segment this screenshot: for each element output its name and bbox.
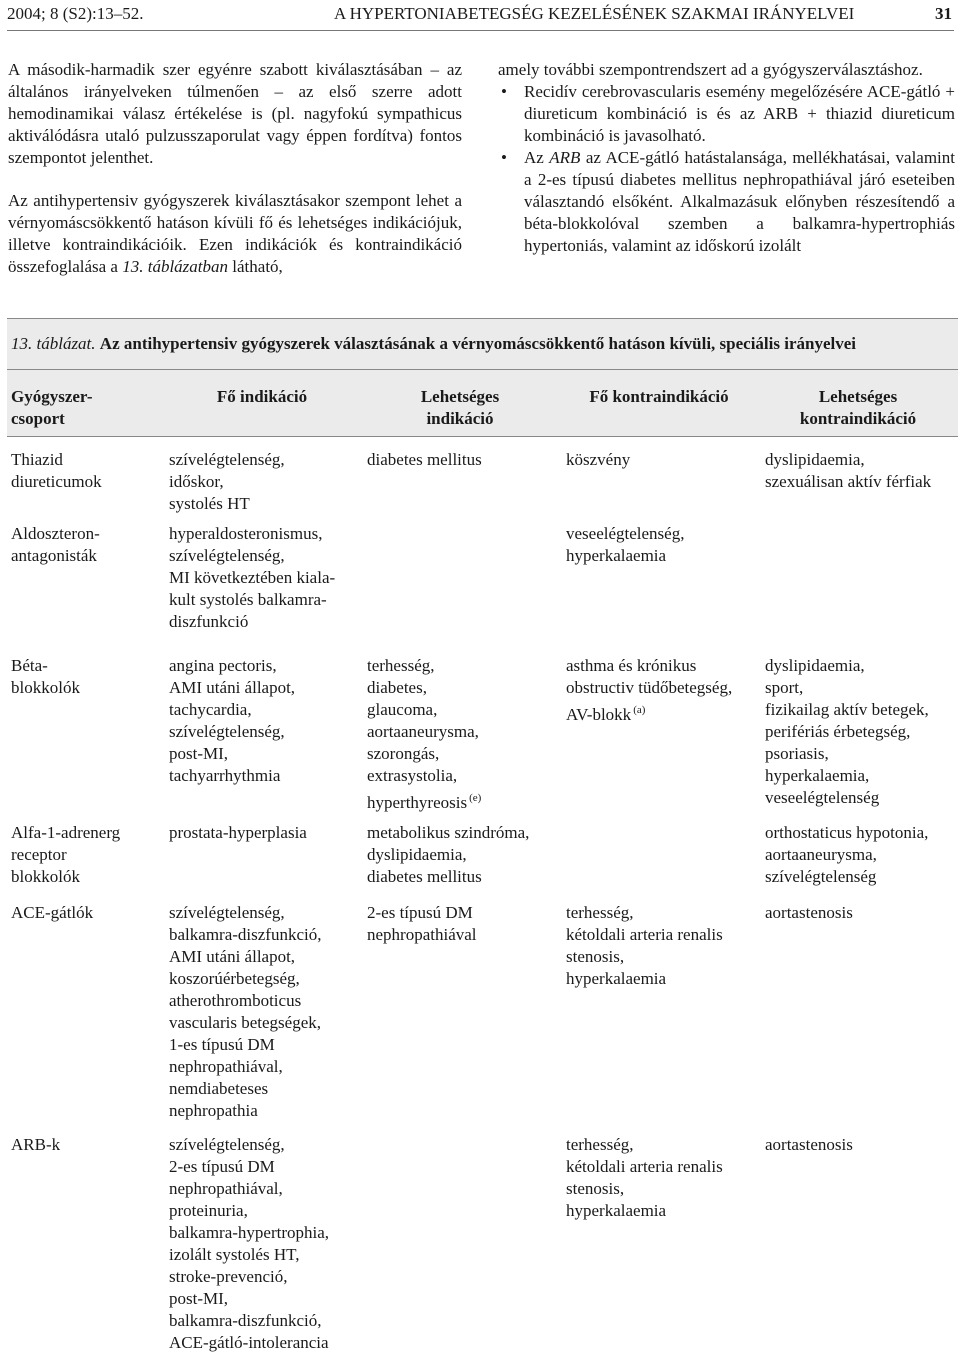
table-row bbox=[7, 655, 958, 822]
left-text-column bbox=[8, 59, 462, 278]
header-possible-indication: Lehetséges indikáció bbox=[420, 387, 500, 428]
bullet-icon: • bbox=[501, 82, 507, 101]
cell-possible-contraindication: dyslipidaemia, szexuálisan aktív férfiak bbox=[765, 450, 932, 491]
cell-possible-indication bbox=[367, 655, 563, 814]
cell-main-indication: szívelégtelenség, 2-es típusú DM nephropathiával, proteinuria, balkamra-hypertrophia, izolált systolés HT, stroke-prevenció, post-MI, balkamra-diszfunkció, ACE-gátló-intolerancia bbox=[169, 1135, 330, 1352]
recommendation-list bbox=[498, 81, 955, 257]
possible-indication-text: terhesség, diabetes, glaucoma, aortaaneurysma, szorongás, extrasystolia, hyperthyreosis bbox=[367, 656, 479, 812]
running-title: A HYPERTONIABETEGSÉG KEZELÉSÉNEK SZAKMAI IRÁNYELVEI bbox=[334, 4, 855, 23]
table-body bbox=[7, 437, 958, 1358]
paragraph-indications-text: Az antihypertensiv gyógyszerek kiválasztásakor szempont lehet a vérnyomáscsökkentő hatáson kívüli fő és lehetséges indikációjuk, illetve kontraindikációik. Ezen indikációk és kontraindikáció összefoglalása a bbox=[8, 191, 462, 276]
cell-drug-group: ACE-gátlók bbox=[11, 903, 94, 922]
arb-term: ARB bbox=[549, 148, 581, 167]
right-text-column bbox=[498, 59, 955, 257]
cell-possible-contraindication: aortastenosis bbox=[765, 903, 853, 922]
list-item-text-end: az ACE-gátló hatástalansága, mellékhatásai, valamint a 2-es típusú diabetes mellitus nephropathiával járó eseteiben választandó elsőként. Alkalmazásuk előnyben részesítendő a béta-blokkolóval szemben a balkamra-hypertrophiás hypertoniás, valamint az időskorú izolált bbox=[524, 148, 956, 255]
cell-main-contraindication: veseelégtelenség, hyperkalaemia bbox=[566, 524, 685, 565]
header-main-indication: Fő indikáció bbox=[216, 387, 308, 406]
table-row bbox=[7, 1134, 958, 1358]
main-contraindication-text: asthma és krónikus obstructiv tüdőbetegség, AV-blokk bbox=[566, 656, 733, 724]
table-row bbox=[7, 822, 958, 902]
cell-main-indication: angina pectoris, AMI utáni állapot, tachycardia, szívelégtelenség, post-MI, tachyarrhythmia bbox=[169, 656, 296, 785]
cell-main-indication: prostata-hyperplasia bbox=[169, 823, 307, 842]
cell-drug-group: Alfa-1-adrenerg receptor blokkolók bbox=[11, 823, 121, 886]
cell-drug-group: ARB-k bbox=[11, 1135, 61, 1154]
cell-drug-group: Thiazid diureticumok bbox=[11, 450, 102, 491]
cell-drug-group: Béta- blokkolók bbox=[11, 656, 80, 697]
table-caption bbox=[7, 318, 958, 370]
table-row bbox=[7, 902, 958, 1134]
table-header bbox=[7, 370, 958, 437]
page-number: 31 bbox=[935, 4, 952, 23]
cell-main-indication: szívelégtelenség, balkamra-diszfunkció, AMI utáni állapot, koszorúérbetegség, atherothromboticus vascularis betegségek, 1-es típusú DM nephropathiával, nemdiabeteses nephropathia bbox=[169, 903, 322, 1120]
paragraph-hemodynamic: A második-harmadik szer egyénre szabott kiválasztásában – az általános irányelveken túlmenően – az első szerre adott hemodinamikai válasz értékelése is (pl. nagyfokú sympathicus aktiválódásra utaló pulzusszaporulat vagy éppen fordítva) fontos szempontot jelenthet. bbox=[8, 60, 462, 167]
cell-main-indication: hyperaldosteronismus, szívelégtelenség, MI következtében kiala- kult systolés balkamra- diszfunkció bbox=[169, 524, 336, 631]
table-reference: 13. táblázatban bbox=[122, 257, 229, 276]
footnote-mark: (e) bbox=[469, 792, 482, 804]
header-possible-contraindication: Lehetséges kontraindikáció bbox=[799, 387, 917, 428]
cell-possible-indication: 2-es típusú DM nephropathiával bbox=[367, 903, 477, 944]
table-number: 13. táblázat. bbox=[11, 334, 96, 353]
paragraph-continuation: amely további szempontrendszert ad a gyógyszerválasztáshoz. bbox=[498, 60, 923, 79]
paragraph-indications-end: látható, bbox=[228, 257, 283, 276]
indications-table bbox=[7, 318, 958, 1358]
cell-possible-contraindication: aortastenosis bbox=[765, 1135, 853, 1154]
cell-drug-group: Aldoszteron- antagonisták bbox=[11, 524, 100, 565]
list-item bbox=[498, 81, 955, 147]
paragraph-indications bbox=[8, 190, 462, 278]
cell-possible-contraindication: dyslipidaemia, sport, fizikailag aktív betegek, perifériás érbetegség, psoriasis, hyperkalaemia, veseelégtelenség bbox=[765, 656, 929, 807]
cell-main-contraindication: terhesség, kétoldali arteria renalis stenosis, hyperkalaemia bbox=[566, 1135, 723, 1220]
cell-main-indication: szívelégtelenség, időskor, systolés HT bbox=[169, 450, 285, 513]
table-title: Az antihypertensiv gyógyszerek választásának a vérnyomáscsökkentő hatáson kívüli, speciális irányelvei bbox=[99, 334, 856, 353]
page-header bbox=[7, 0, 954, 31]
table-row bbox=[7, 523, 958, 655]
cell-possible-indication: diabetes mellitus bbox=[367, 450, 482, 469]
cell-main-contraindication: terhesség, kétoldali arteria renalis stenosis, hyperkalaemia bbox=[566, 903, 723, 988]
cell-possible-indication: metabolikus szindróma, dyslipidaemia, diabetes mellitus bbox=[367, 823, 530, 886]
cell-possible-contraindication: orthostaticus hypotonia, aortaaneurysma, szívelégtelenség bbox=[765, 823, 929, 886]
cell-main-contraindication: köszvény bbox=[566, 450, 631, 469]
journal-citation: 2004; 8 (S2):13–52. bbox=[7, 4, 144, 23]
list-item-text-start: Az bbox=[524, 148, 550, 167]
table-row bbox=[7, 437, 958, 523]
header-main-contraindication: Fő kontraindikáció bbox=[589, 387, 729, 406]
cell-main-contraindication bbox=[566, 655, 762, 726]
list-item bbox=[498, 147, 955, 257]
footnote-mark: (a) bbox=[633, 704, 646, 716]
header-drug-group: Gyógyszer- csoport bbox=[11, 387, 93, 428]
list-item-text: Recidív cerebrovascularis esemény megelőzésére ACE-gátló + diureticum kombináció is és az ARB + thiazid diureticum kombináció is javasolható. bbox=[524, 82, 955, 145]
bullet-icon: • bbox=[501, 148, 507, 167]
